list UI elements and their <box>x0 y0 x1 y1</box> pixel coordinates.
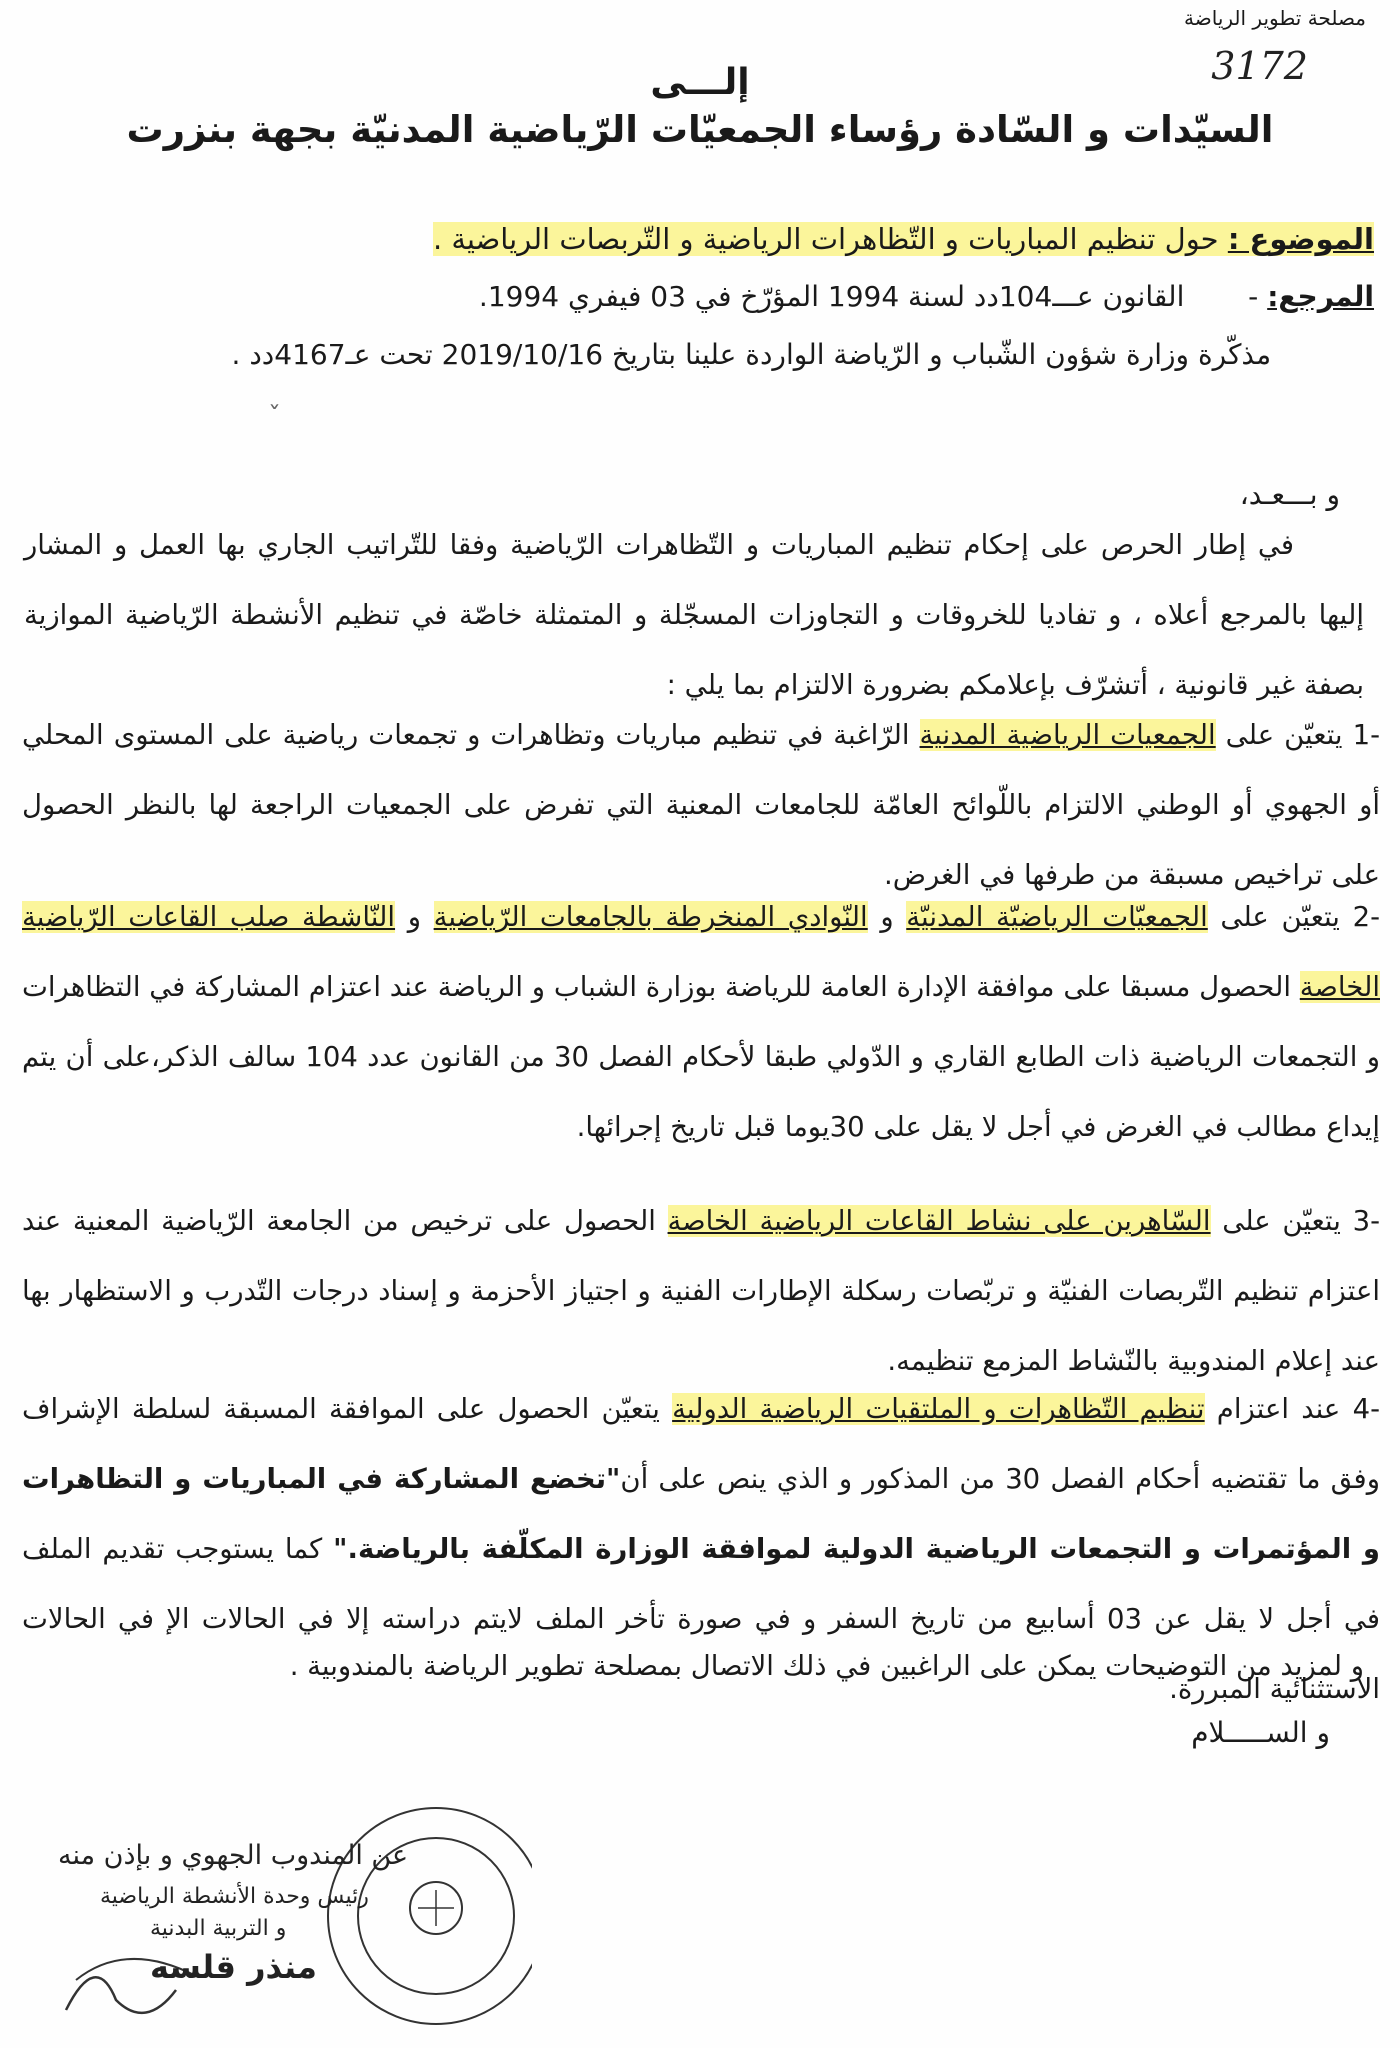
law-quote: "تخضع المشاركة في المباريات و التظاهرات و المؤتمرات و التجمعات الرياضية الدولية لموافقة الوزارة المكلّفة بالرياضة." <box>22 1463 1380 1565</box>
closing-paragraph: و لمزيد من التوضيحات يمكن على الراغبين في ذلك الاتصال بمصلحة تطوير الرياضة بالمندوبية . <box>289 1650 1364 1682</box>
list-item: -2 يتعيّن على الجمعيّات الرياضيّة المدنيّة و النّوادي المنخرطة بالجامعات الرّياضية و النّاشطة صلب القاعات الرّياضية الخاصة الحصول مسبقا على موافقة الإدارة العامة للرياضة بوزارة الشباب و الرياضة عند اعتزام المشاركة في التظاهرات و التجمعات الرياضية ذات الطابع القاري و الدّولي طبقا لأحكام الفصل 30 من القانون عدد 104 سالف الذكر،على أن يتم إيداع مطالب في الغرض في أجل لا يقل على 30يوما قبل تاريخ إجرائها. <box>22 901 1381 1143</box>
closing-salam: و الســـــلام <box>1191 1716 1330 1749</box>
highlighted-phrase: تنظيم التّظاهرات و الملتقيات الرياضية الدولية <box>672 1393 1205 1425</box>
signature-line-3: و التربية البدنية <box>150 1916 287 1941</box>
reference-label: المرجع: <box>1267 280 1374 313</box>
reference-1: القانون عـــ104دد لسنة 1994 المؤرّخ في 03 فيفري 1994. <box>478 280 1185 313</box>
department-header: مصلحة تطوير الرياضة <box>1184 6 1366 30</box>
handwritten-reference-number: 3172 <box>1211 44 1308 88</box>
stray-mark: ˇ <box>268 402 281 432</box>
subject-line <box>44 222 1374 256</box>
item-number: -1 <box>1352 719 1380 751</box>
opening-salutation: و بـــعـد، <box>1239 478 1340 511</box>
highlighted-phrase: الجمعيات الرياضية المدنية <box>919 719 1216 751</box>
list-item: -3 يتعيّن على السّاهرين على نشاط القاعات الرياضية الخاصة الحصول على ترخيص من الجامعة الرّياضية المعنية عند اعتزام تنظيم التّربصات الفنيّة و تربّصات رسكلة الإطارات الفنية و اجتياز الأحزمة و إسناد درجات التّدرب و الاستظهار بها عند إعلام المندوبية بالنّشاط المزمع تنظيمه. <box>22 1205 1381 1377</box>
highlighted-phrase: النّوادي المنخرطة بالجامعات الرّياضية <box>433 901 868 933</box>
highlighted-phrase: النّاشطة صلب القاعات الرّياضية الخاصة <box>22 901 1380 1003</box>
signature-line-2: رئيس وحدة الأنشطة الرياضية <box>100 1884 369 1909</box>
reference-2: مذكّرة وزارة شؤون الشّباب و الرّياضة الواردة علينا بتاريخ 2019/10/16 تحت عـ4167دد . <box>231 338 1272 371</box>
reference-line-2 <box>44 338 1374 371</box>
list-item: -4 عند اعتزام تنظيم التّظاهرات و الملتقيات الرياضية الدولية يتعيّن الحصول على الموافقة المسبقة لسلطة الإشراف وفق ما تقتضيه أحكام الفصل 30 من المذكور و الذي ينص على أن"تخضع المشاركة في المباريات و التظاهرات و المؤتمرات و التجمعات الرياضية الدولية لموافقة الوزارة المكلّفة بالرياضة." كما يستوجب تقديم الملف في أجل لا يقل عن 03 أسابيع من تاريخ السفر و في صورة تأخر الملف لايتم دراسته إلا في الحالات الإ في الحالات الاستثنائية المبررة. <box>22 1393 1380 1705</box>
item-number: -2 <box>1352 901 1381 933</box>
signatory-name: منذر قلسه <box>150 1948 317 1986</box>
intro-paragraph: في إطار الحرص على إحكام تنظيم المباريات و التّظاهرات الرّياضية وفقا للتّراتيب الجاري بها العمل و المشار إليها بالمرجع أعلاه ، و تفاديا للخروقات و التجاوزات المسجّلة و المتمثلة خاصّة في تنظيم الأنشطة الرّياضية الموازية بصفة غير قانونية ، أتشرّف بإعلامكم بضرورة الالتزام بما يلي : <box>24 529 1364 701</box>
subject-text: حول تنظيم المباريات و التّظاهرات الرياضية و التّربصات الرياضية . <box>432 222 1228 256</box>
to-label: إلـــى <box>650 62 750 103</box>
subject-label: الموضوع : <box>1227 222 1374 256</box>
highlighted-phrase: السّاهرين على نشاط القاعات الرياضية الخاصة <box>667 1205 1211 1237</box>
addressee-title: السيّدات و السّادة رؤساء الجمعيّات الرّياضية المدنيّة بجهة بنزرت <box>126 108 1274 151</box>
official-seal-stamp <box>56 1800 532 2030</box>
item-number: -3 <box>1352 1205 1381 1237</box>
list-item: -1 يتعيّن على الجمعيات الرياضية المدنية الرّاغبة في تنظيم مباريات وتظاهرات و تجمعات رياضية على المستوى المحلي أو الجهوي أو الوطني الالتزام باللّوائح العامّة للجامعات المعنية التي تفرض على الجمعيات الراجعة لها بالنظر الحصول على تراخيص مسبقة من طرفها في الغرض. <box>22 719 1380 891</box>
reference-line-1 <box>44 280 1374 313</box>
highlighted-phrase: الجمعيّات الرياضيّة المدنيّة <box>906 901 1208 933</box>
signature-line-1: عن المندوب الجهوي و بإذن منه <box>58 1840 409 1871</box>
reference-dash: - <box>1248 280 1259 313</box>
item-number: -4 <box>1352 1393 1380 1425</box>
